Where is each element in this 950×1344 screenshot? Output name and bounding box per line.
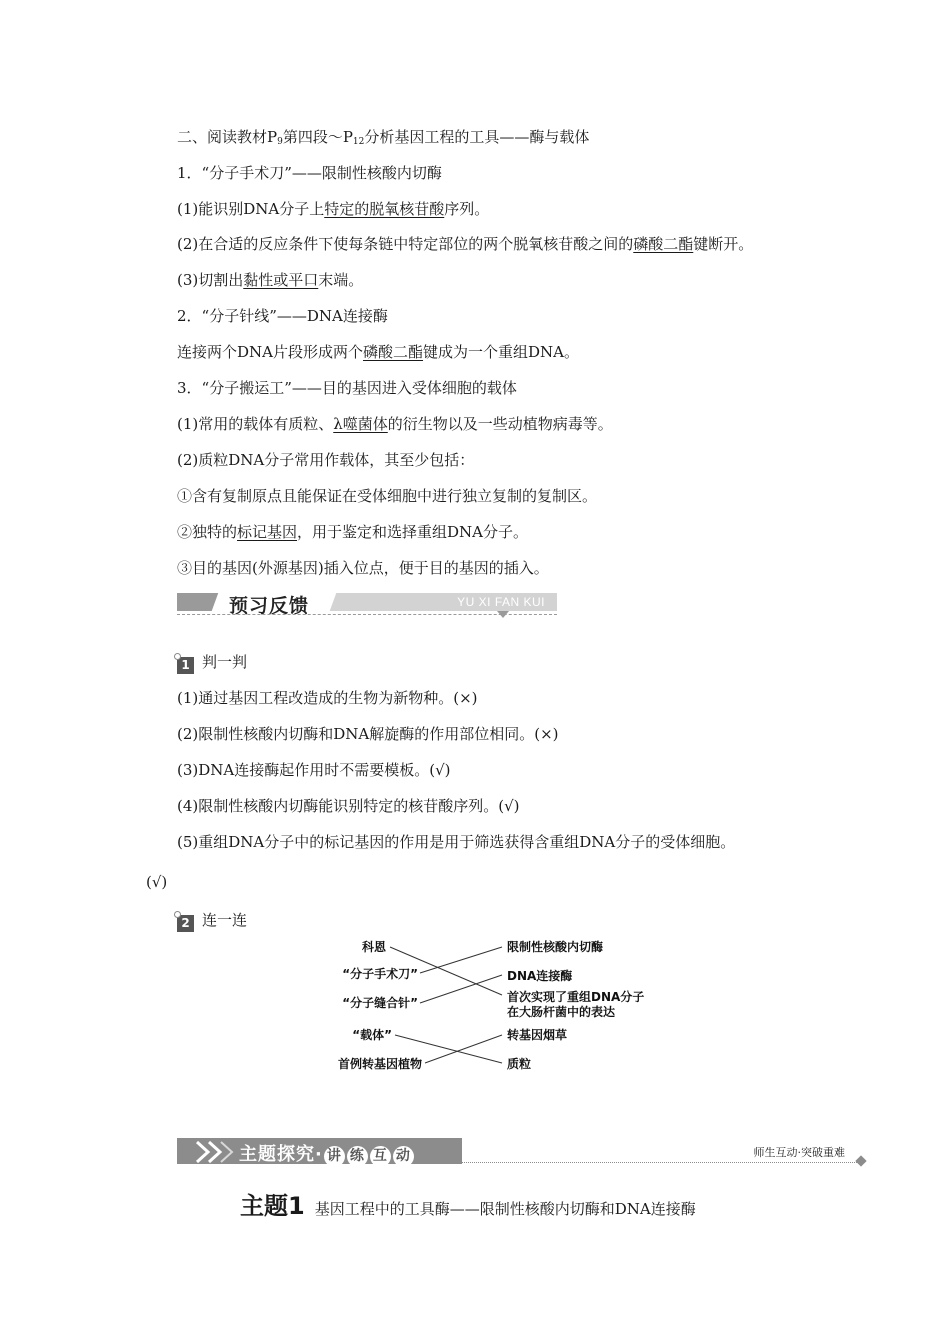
banner-right-text: 师生互动·突破重难 <box>753 1146 845 1159</box>
match-right-first-expression-2: 在大肠杆菌中的表达 <box>507 1005 616 1019</box>
banner-arrow-icon <box>497 611 509 618</box>
match-left-needle: “分子缝合针” <box>342 996 418 1010</box>
item2-text: 连接两个DNA片段形成两个磷酸二酯键成为一个重组DNA。 <box>177 343 580 361</box>
match-heading: 2 连一连 <box>177 910 247 932</box>
judge-item: (3)DNA连接酶起作用时不需要模板。(√) <box>177 761 451 779</box>
judge-item: (1)通过基因工程改造成的生物为新物种。(×) <box>177 689 478 707</box>
item3-circle1: ①含有复制原点且能保证在受体细胞中进行独立复制的复制区。 <box>177 487 598 505</box>
judge-item: (4)限制性核酸内切酶能识别特定的核苷酸序列。(√) <box>177 797 520 815</box>
banner-divider <box>462 1162 857 1163</box>
match-left-first-plant: 首例转基因植物 <box>337 1057 422 1071</box>
double-chevron-icon <box>193 1140 237 1164</box>
match-left-vector: “载体” <box>352 1028 392 1042</box>
circle-char: 互 <box>370 1146 391 1167</box>
match-line <box>420 975 502 1003</box>
judge-item: (2)限制性核酸内切酶和DNA解旋酶的作用部位相同。(×) <box>177 725 559 743</box>
circle-char: 讲 <box>324 1146 345 1167</box>
item2-title: 2．“分子针线”——DNA连接酶 <box>177 307 388 325</box>
item1-title: 1．“分子手术刀”——限制性核酸内切酶 <box>177 164 442 182</box>
item3-title: 3．“分子搬运工”——目的基因进入受体细胞的载体 <box>177 379 517 397</box>
match-left-scalpel: “分子手术刀” <box>342 967 418 981</box>
match-left-kohen: 科恩 <box>361 940 386 954</box>
number-badge-icon: 1 <box>177 657 194 674</box>
item1-point3: (3)切割出黏性或平口末端。 <box>177 271 364 289</box>
match-right-ligase: DNA连接酶 <box>507 969 573 983</box>
topic-heading <box>240 1186 696 1221</box>
topic-label: 主题1 <box>240 1192 305 1220</box>
item1-point2: (2)在合适的反应条件下使每条链中特定部位的两个脱氧核苷酸之间的磷酸二酯键断开。 <box>177 235 754 253</box>
circle-char: 练 <box>347 1146 368 1167</box>
topic-text: 基因工程中的工具酶——限制性核酸内切酶和DNA连接酶 <box>314 1200 696 1218</box>
banner-title: 预习反馈 <box>229 595 310 617</box>
match-right-first-expression: 首次实现了重组DNA分子 <box>507 990 645 1004</box>
match-line <box>425 1035 502 1063</box>
section-heading: 二、阅读教材$P_9$第四段$\sim P_{12}$分析基因工程的工具——酶与载体 <box>177 128 590 147</box>
judge-item5-answer: (√) <box>146 873 168 891</box>
topic-explore-banner <box>177 1138 867 1166</box>
judge-item: (5)重组DNA分子中的标记基因的作用是用于筛选获得含重组DNA分子的受体细胞。 <box>177 833 736 851</box>
judge-heading: 1 判一判 <box>177 652 247 674</box>
match-right-plasmid: 质粒 <box>507 1057 532 1071</box>
item1-point1: (1)能识别DNA分子上特定的脱氧核苷酸序列。 <box>177 200 490 218</box>
item3-point1: (1)常用的载体有质粒、λ噬菌体的衍生物以及一些动植物病毒等。 <box>177 415 613 433</box>
match-right-restriction-enzyme: 限制性核酸内切酶 <box>507 940 604 954</box>
item3-circle2: ②独特的标记基因，用于鉴定和选择重组DNA分子。 <box>177 523 529 541</box>
circle-char: 动 <box>393 1146 414 1167</box>
preview-feedback-banner <box>177 589 557 615</box>
number-badge-icon: 2 <box>177 915 194 932</box>
diamond-icon <box>855 1155 866 1166</box>
item3-circle3: ③目的基因(外源基因)插入位点，便于目的基因的插入。 <box>177 559 549 577</box>
item3-point2: (2)质粒DNA分子常用作载体，其至少包括： <box>177 451 475 469</box>
match-line <box>420 947 502 973</box>
banner-title: 主题探究· 讲 练 互 动 <box>239 1140 415 1167</box>
banner-subtitle: YU XI FAN KUI <box>457 595 545 609</box>
matching-diagram <box>320 935 680 1080</box>
match-right-tobacco: 转基因烟草 <box>507 1028 568 1042</box>
